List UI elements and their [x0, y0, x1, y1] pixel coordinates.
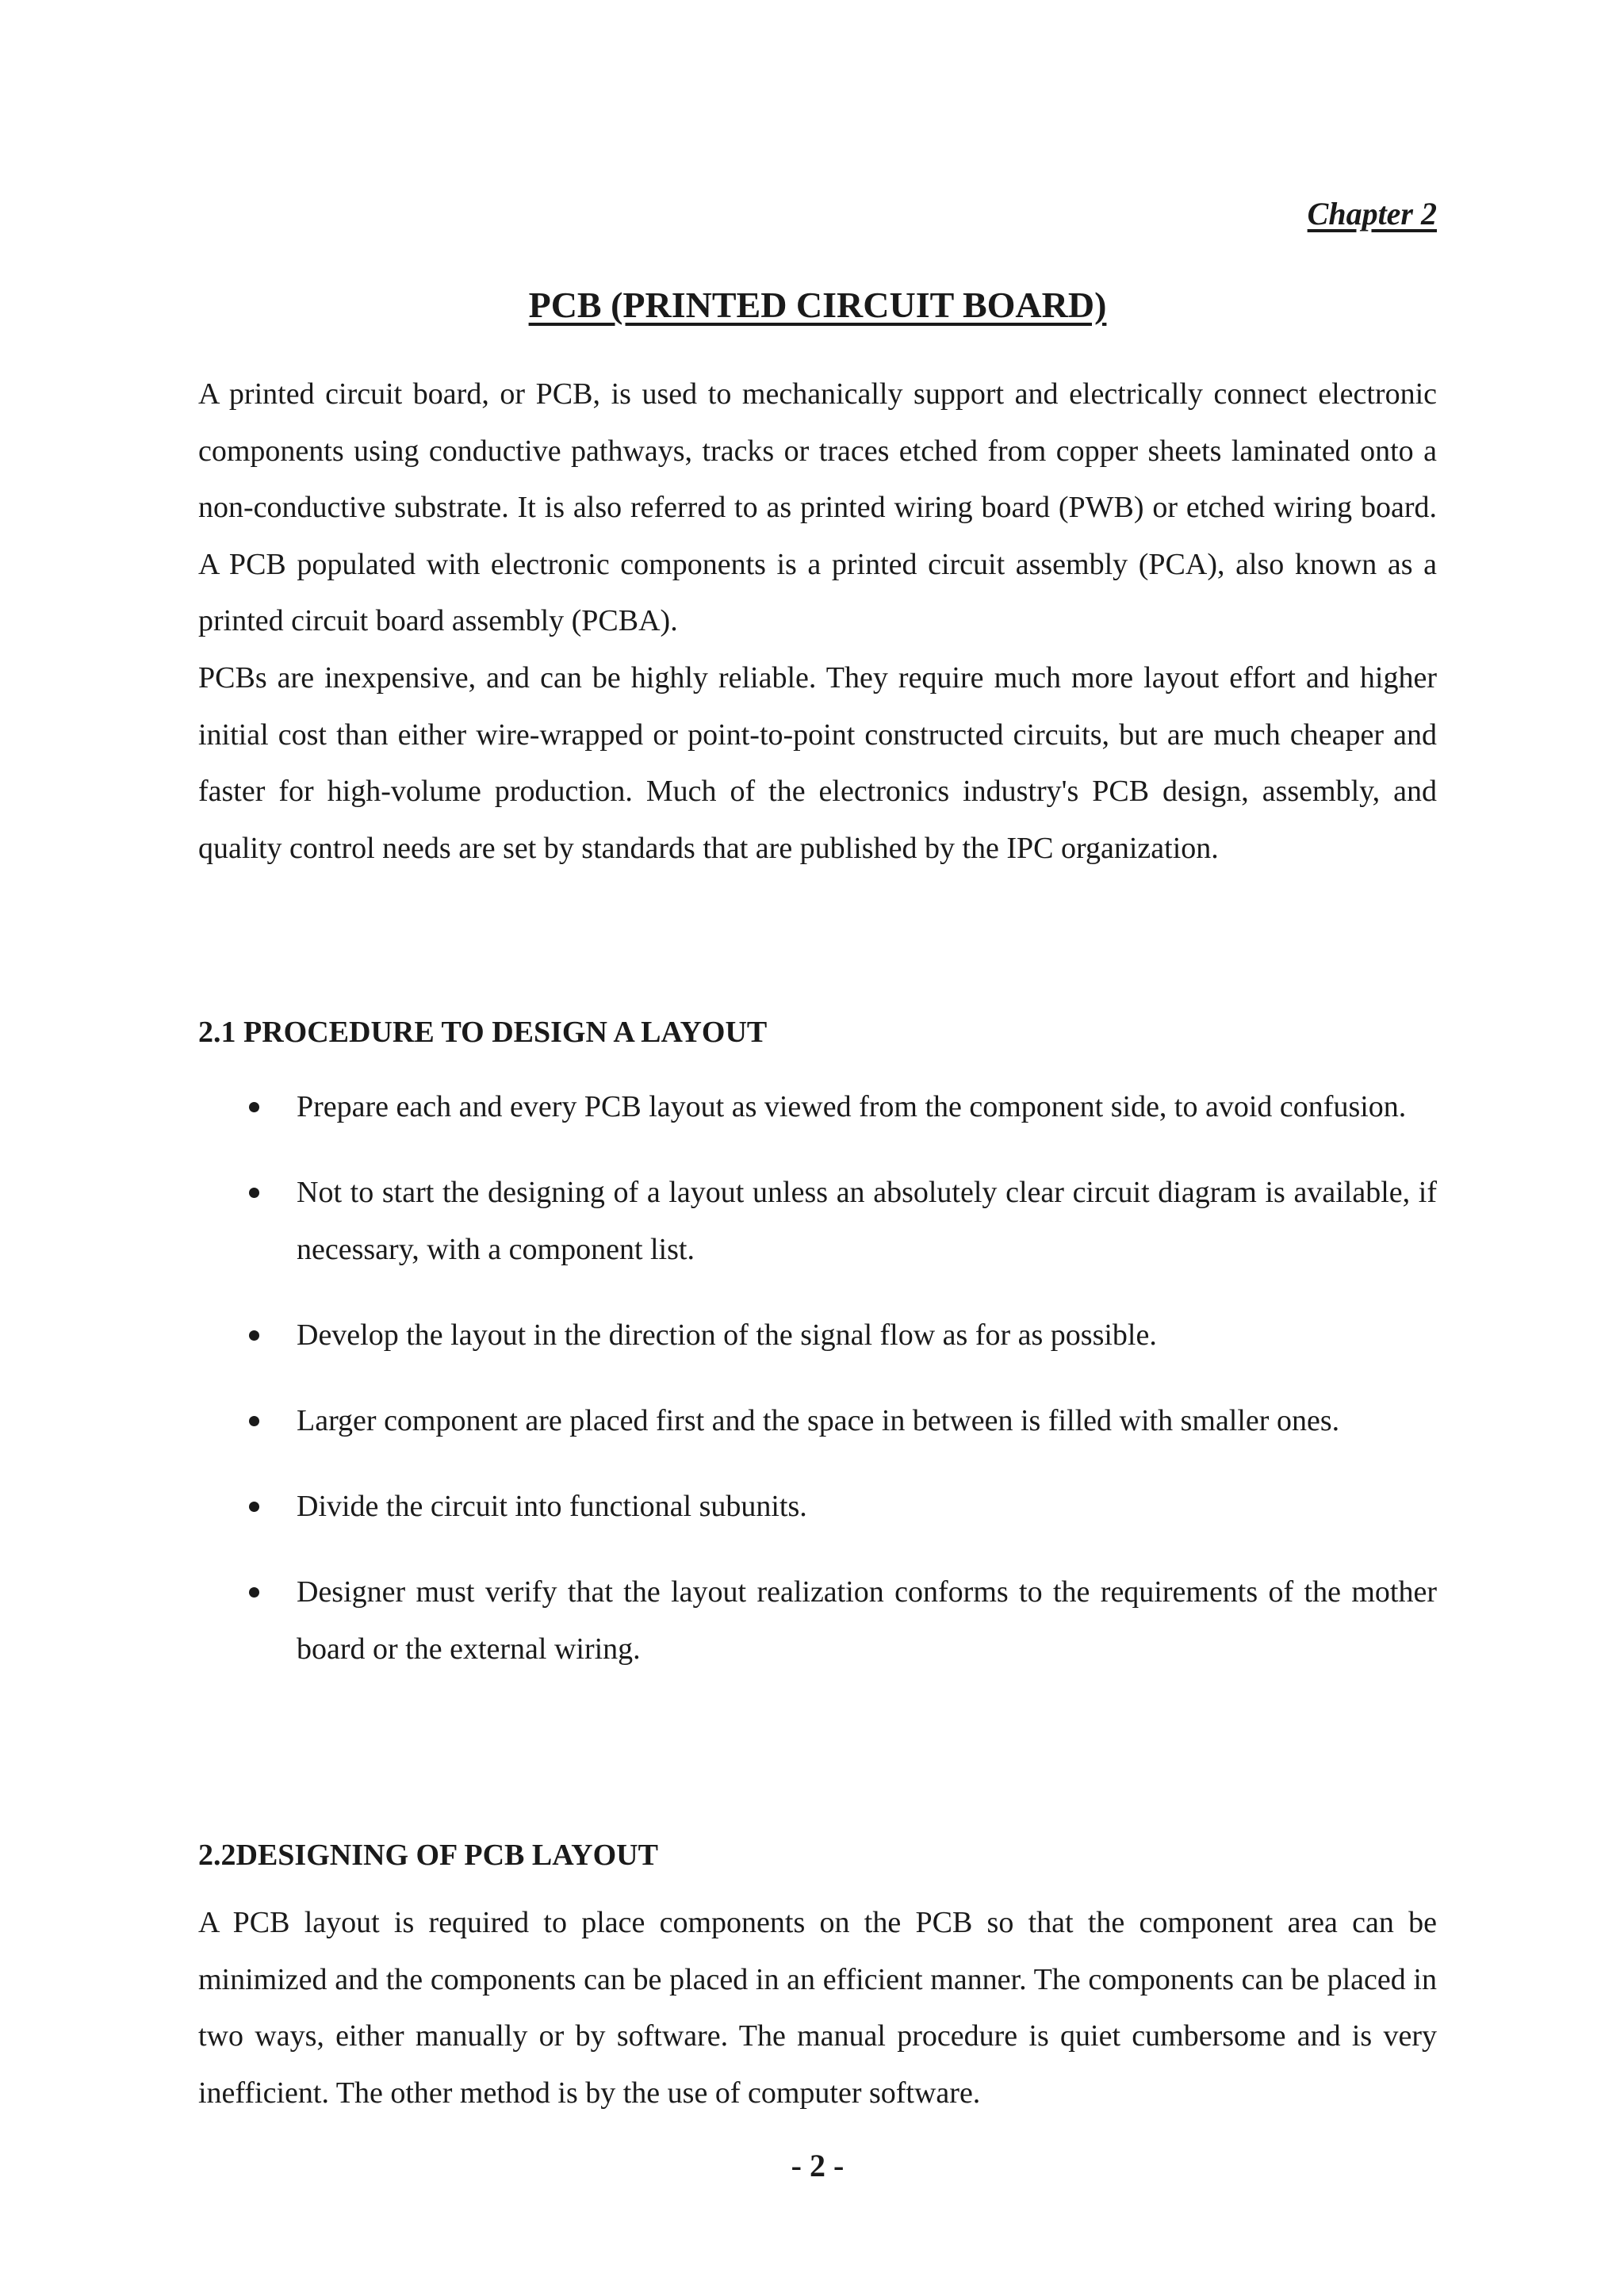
list-item-text: Larger component are placed first and the space in between is filled with smaller ones.	[297, 1404, 1340, 1437]
page-title: PCB (PRINTED CIRCUIT BOARD)	[528, 285, 1107, 325]
page-content	[198, 0, 1437, 2296]
intro-paragraph-2: PCBs are inexpensive, and can be highly reliable. They require much more layout effort and higher initial cost than either wire-wrapped or point-to-point constructed circuits, but are much cheaper and faster for high-volume production. Much of the electronics industry's PCB design, assembly, and quality control needs are set by standards that are published by the IPC organization.	[198, 661, 1437, 865]
list-item-text: Prepare each and every PCB layout as viewed from the component side, to avoid confusion.	[297, 1090, 1407, 1123]
list-item	[198, 1307, 1437, 1364]
list-item-text: Designer must verify that the layout realization conforms to the requirements of the mother board or the external wiring.	[297, 1575, 1437, 1666]
bullet-icon	[249, 1502, 259, 1512]
list-item	[198, 1078, 1437, 1135]
list-item-text: Divide the circuit into functional subunits.	[297, 1490, 807, 1523]
bullet-icon	[249, 1587, 259, 1598]
procedure-bullet-list	[198, 1078, 1437, 1706]
bullet-icon	[249, 1416, 259, 1426]
chapter-label: Chapter 2	[1307, 196, 1437, 232]
bullet-icon	[249, 1102, 259, 1112]
list-item	[198, 1478, 1437, 1535]
designing-paragraph: A PCB layout is required to place components on the PCB so that the component area can be minimized and the components can be placed in an efficient manner. The components can be placed in two ways, either manually or by software. The manual procedure is quiet cumbersome and is very inefficient. The other method is by the use of computer software.	[198, 1906, 1437, 2110]
list-item-text: Not to start the designing of a layout unless an absolutely clear circuit diagram is available, if necessary, with a component list.	[297, 1176, 1437, 1266]
page-number: - 2 -	[791, 2148, 845, 2183]
bullet-icon	[249, 1330, 259, 1341]
list-item	[198, 1164, 1437, 1278]
section-heading-procedure: 2.1 PROCEDURE TO DESIGN A LAYOUT	[198, 1016, 768, 1049]
bullet-icon	[249, 1188, 259, 1198]
section-heading-designing: 2.2DESIGNING OF PCB LAYOUT	[198, 1839, 658, 1872]
intro-paragraph-1: A printed circuit board, or PCB, is used to mechanically support and electrically connect electronic components using conductive pathways, tracks or traces etched from copper sheets laminated onto a non-conductive substrate. It is also referred to as printed wiring board (PWB) or etched wiring board. A PCB populated with electronic components is a printed circuit assembly (PCA), also known as a printed circuit board assembly (PCBA).	[198, 377, 1437, 638]
list-item	[198, 1563, 1437, 1678]
list-item-text: Develop the layout in the direction of the signal flow as for as possible.	[297, 1318, 1157, 1352]
list-item	[198, 1392, 1437, 1449]
